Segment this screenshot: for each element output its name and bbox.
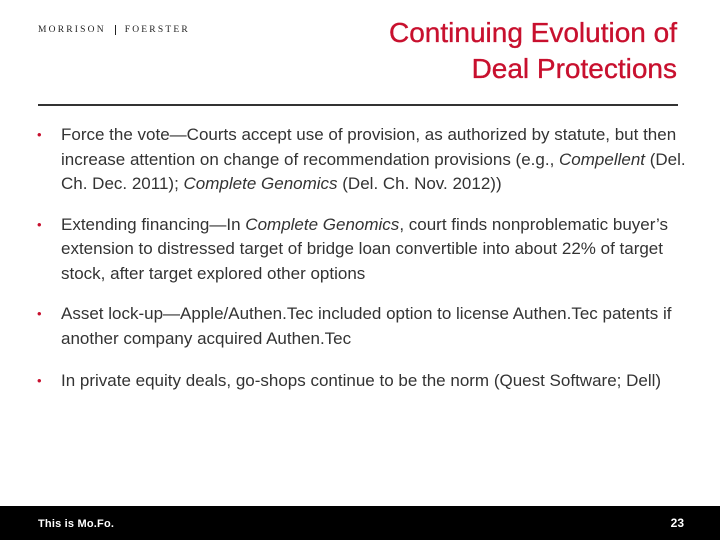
footer-tagline: This is Mo.Fo. — [38, 518, 115, 530]
case-name-italic: Complete Genomics — [245, 214, 400, 234]
bullet-text: (Del. Ch. Dec. 2011); — [61, 149, 686, 193]
bullet-text: Force the vote—Courts accept use of provision, as authorized by statute, but then increase attention on change of recommendation provisions (e.g., — [61, 125, 677, 169]
logo-divider — [115, 25, 116, 35]
slide-title — [237, 15, 677, 87]
bullet-item — [36, 302, 686, 351]
bullet-item — [36, 123, 686, 197]
bullet-text: Extending financing—In — [61, 214, 246, 234]
bullet-text: , court finds nonproblematic buyer’s extension to distressed target of bridge loan convertible into about 22% of target stock, after target explored other options — [61, 214, 668, 283]
bullet-marker-icon: • — [37, 373, 42, 388]
page-number: 23 — [670, 516, 684, 530]
firm-logo — [38, 25, 190, 35]
case-name-italic: Complete Genomics — [183, 174, 338, 193]
title-line-1: Continuing Evolution of — [389, 17, 677, 48]
footer-bar — [0, 506, 720, 540]
bullet-marker-icon: • — [37, 127, 42, 142]
bullet-item — [36, 213, 686, 287]
bullet-marker-icon: • — [37, 216, 42, 232]
bullet-text: Asset lock-up—Apple/Authen.Tec included option to license Authen.Tec patents if another company acquired Authen.Tec — [61, 304, 672, 348]
bullet-item — [36, 369, 686, 394]
logo-word-morrison: MORRISON — [38, 25, 106, 35]
bullet-list — [36, 123, 686, 410]
bullet-marker-icon: • — [37, 306, 42, 321]
title-line-2: Deal Protections — [471, 53, 677, 84]
case-name-italic: Compellent — [559, 149, 646, 169]
bullet-text: (Del. Ch. Nov. 2012)) — [337, 174, 502, 193]
bullet-text: In private equity deals, go-shops continue to be the norm (Quest Software; Dell) — [61, 371, 662, 390]
logo-word-foerster: FOERSTER — [124, 25, 190, 35]
title-divider — [38, 104, 678, 106]
